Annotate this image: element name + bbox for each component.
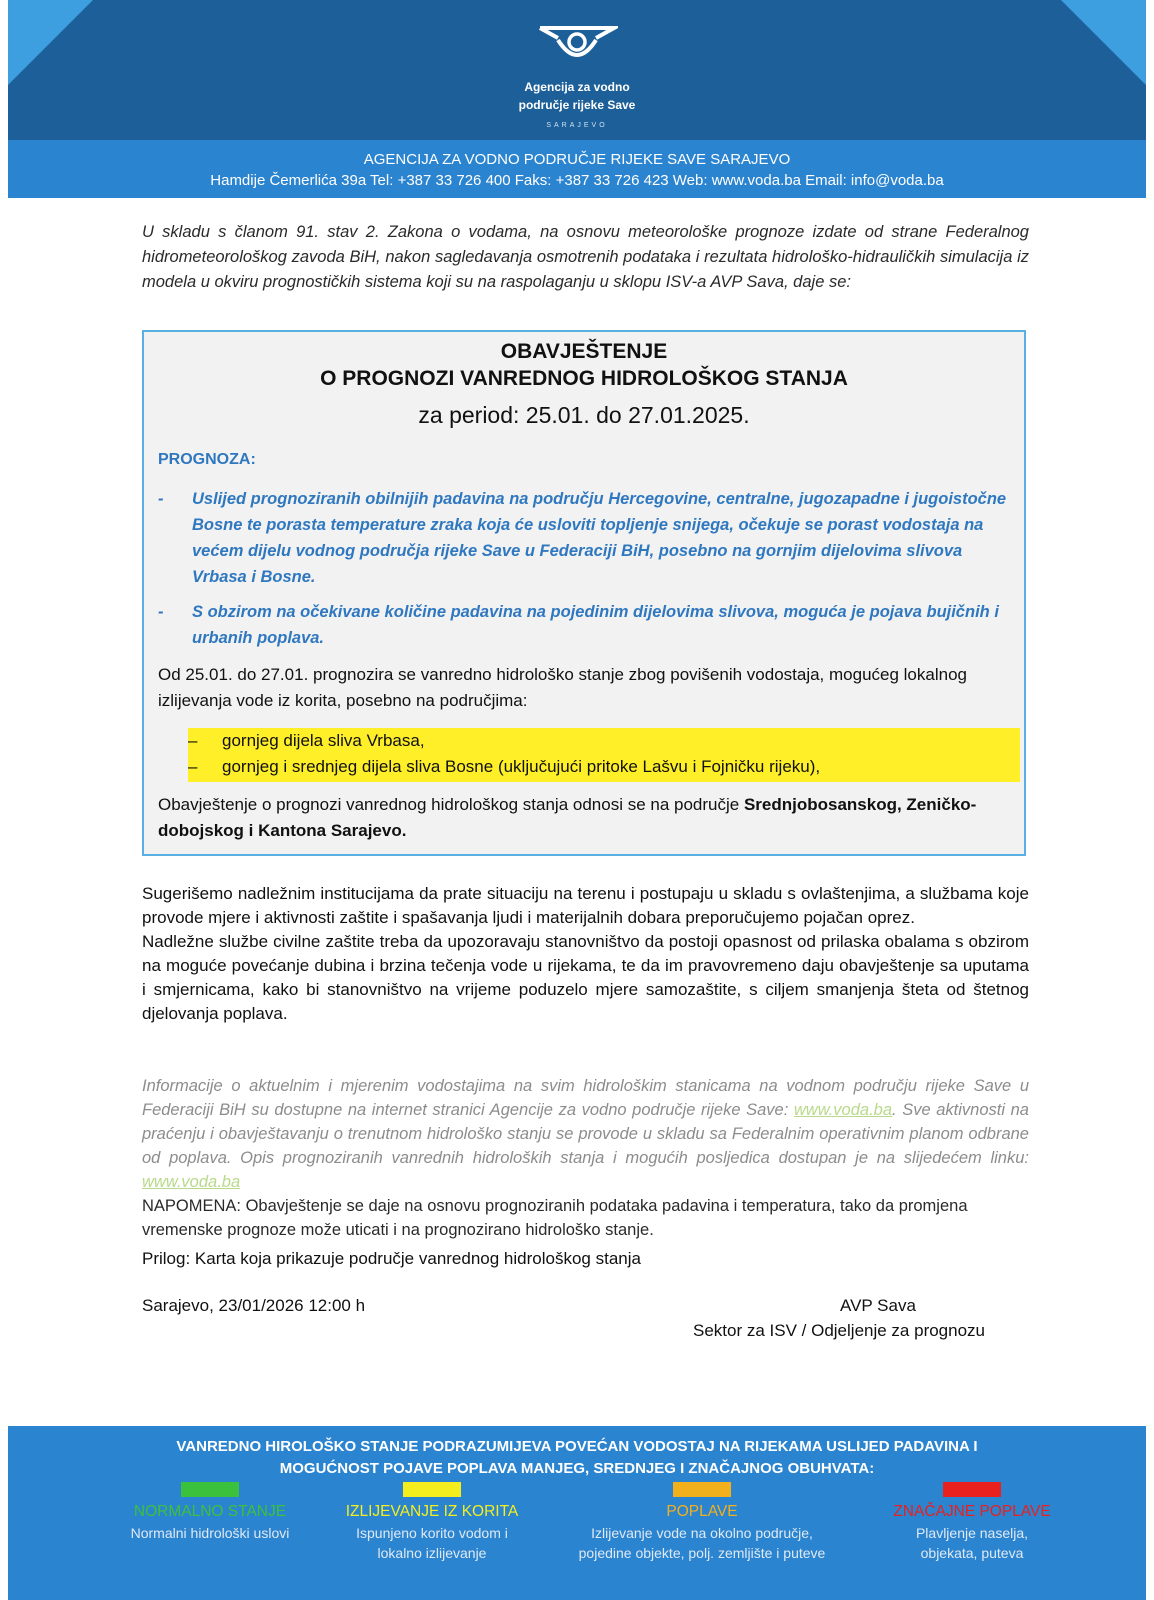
area-text: gornjeg dijela sliva Vrbasa, (222, 731, 425, 750)
forecast-label: PROGNOZA: (158, 451, 256, 468)
header-decoration-right (1061, 0, 1146, 85)
area-dash: – (188, 757, 198, 776)
notice-scope (158, 792, 1018, 844)
voda-link[interactable]: www.voda.ba (142, 1173, 241, 1191)
info-text: Informacije o aktuelnim i mjerenim vodostajima na svim hidrološkim stanicama na vodnom području rijeke Save u Federaciji BiH su dostupne na internet stranici Agencije za vodno područje rijeke Save: (142, 1077, 1029, 1119)
legend-swatch (181, 1482, 239, 1497)
agency-logo-icon (536, 20, 618, 66)
info-text: . Sve aktivnosti na praćenju i obavještavanju o trenutnom hidrološko stanju se provode u skladu sa Federalnim operativnim planom odbrane od poplava. Opis prognoziranih vanrednih hidroloških stanja i mogućih posljedica dostupan je na slijedećem linku: (142, 1101, 1029, 1167)
signature-department: Sektor za ISV / Odjeljenje za prognozu (693, 1321, 985, 1340)
legend-item-overflow (322, 1482, 542, 1563)
header-banner (8, 0, 1146, 140)
forecast-bullet (158, 599, 1012, 651)
legend-item-desc: pojedine objekte, polj. zemljište i puteve (578, 1545, 826, 1561)
recommendations (142, 882, 1029, 1026)
legend-item-name: POPLAVE (666, 1503, 738, 1520)
legend-item-name: ZNAČAJNE POPLAVE (893, 1503, 1051, 1520)
area-item (188, 754, 821, 780)
agency-logo-name (8, 78, 1146, 114)
logo-city: SARAJEVO (546, 122, 608, 129)
legend-item-desc: Plavljenje naselja, (915, 1525, 1029, 1541)
notice-title-line1: OBAVJEŠTENJE (500, 340, 668, 363)
legend-title-line1: VANREDNO HIROLOŠKO STANJE PODRAZUMIJEVA POVEĆAN VODOSTAJ NA RIJEKAMA USLIJED PADAVINA I (176, 1438, 978, 1455)
legend-item-desc: objekata, puteva (920, 1545, 1024, 1561)
forecast-bullet-text: S obzirom na očekivane količine padavina na pojedinim dijelovima slivova, moguća je pojava bujičnih i urbanih poplava. (192, 603, 999, 647)
forecast-bullet (158, 486, 1012, 590)
legend-item-major-floods (862, 1482, 1082, 1563)
legend-title-line2: MOGUĆNOST POJAVE POPLAVA MANJEG, SREDNJEG I ZNAČAJNOG OBUHVATA: (279, 1460, 875, 1477)
legend-title (8, 1436, 1146, 1480)
legend-swatch (943, 1482, 1001, 1497)
legend-item-name: NORMALNO STANJE (133, 1503, 287, 1520)
forecast-bullet-text: Uslijed prognoziranih obilnijih padavina na području Hercegovine, centralne, jugozapadne i jugoistočne Bosne te porasta temperature zraka koja će usloviti topljenje snijega, očekuje se porast vodostaja na većem dijelu vodnog područja rijeke Save u Federaciji BiH, posebno na gornjim dijelovima slivova Vrbasa i Bosne. (192, 490, 1007, 586)
info-paragraph (142, 1074, 1029, 1194)
scope-text: Obavještenje o prognozi vanrednog hidrološkog stanja odnosi se na područje (158, 795, 744, 814)
notice-paragraph: Od 25.01. do 27.01. prognozira se vanredno hidrološko stanje zbog povišenih vodostaja, mogućeg lokalnog izlijevanja vode iz korita, posebno na područjima: (158, 665, 967, 710)
bullet-dash: - (158, 603, 164, 621)
legend-item-desc: Izlijevanje vode na okolno područje, (591, 1525, 813, 1541)
legend-swatch (673, 1482, 731, 1497)
notice-title-line2: O PROGNOZI VANREDNOG HIDROLOŠKOG STANJA (320, 367, 848, 390)
notice-box (142, 330, 1026, 856)
civil-protection-paragraph: Nadležne službe civilne zaštite treba da upozoravaju stanovništvo da postoji opasnost od prilaska obalama s obzirom na moguće povećanje dubina i brzina tečenja vode u rijekama, te da im pravovremeno daju obavještenje sa uputama i smjernicama, kako bi stanovništvo na vrijeme poduzelo mjere samozaštite, s ciljem smanjenja šteta od štetnog djelovanja poplava. (142, 932, 1029, 1023)
legend-footer (8, 1426, 1146, 1600)
recommendation-paragraph: Sugerišemo nadležnim institucijama da prate situaciju na terenu i postupaju u skladu s ovlaštenjima, a službama koje provode mjere i aktivnosti zaštite i spašavanja ljudi i materijalnih dobara preporučujemo pojačan oprez. (142, 884, 1029, 927)
legend-item-name: IZLIJEVANJE IZ KORITA (345, 1503, 519, 1520)
legend-item-normal (100, 1482, 320, 1543)
document-page (8, 0, 1146, 1600)
scope-regions: Srednjobosanskog, Zeničko-dobojskog i Kantona Sarajevo. (158, 795, 977, 840)
attachment-line: Prilog: Karta koja prikazuje područje vanrednog hidrološkog stanja (142, 1249, 641, 1268)
agency-contact: Hamdije Čemerlića 39a Tel: +387 33 726 400 Faks: +387 33 726 423 Web: www.voda.ba Email: info@voda.ba (210, 172, 944, 189)
bullet-dash: - (158, 490, 164, 508)
legend-item-desc: lokalno izlijevanje (377, 1545, 487, 1561)
area-dash: – (188, 731, 198, 750)
area-text: gornjeg i srednjeg dijela sliva Bosne (uključujući pritoke Lašvu i Fojničku rijeku), (222, 757, 821, 776)
area-item (188, 728, 425, 754)
logo-name-line1: Agencija za vodno (524, 80, 630, 94)
voda-link[interactable]: www.voda.ba (793, 1101, 893, 1119)
header-decoration-left (8, 0, 93, 85)
logo-name-line2: područje rijeke Save (518, 98, 636, 112)
legend-swatch (403, 1482, 461, 1497)
notice-title (144, 338, 1024, 392)
note-paragraph: NAPOMENA: Obavještenje se daje na osnovu prognoziranih podataka padavina i temperatura, tako da promjena vremenske prognoze može uticati i na prognozirano hidrološko stanje. (142, 1197, 968, 1239)
legend-item-desc: Normalni hidrološki uslovi (130, 1525, 290, 1541)
legend-item-floods (542, 1482, 862, 1563)
place-date: Sarajevo, 23/01/2026 12:00 h (142, 1296, 366, 1315)
legend-item-desc: Ispunjeno korito vodom i (356, 1525, 508, 1541)
intro-paragraph: U skladu s članom 91. stav 2. Zakona o vodama, na osnovu meteorološke prognoze izdate od strane Federalnog hidrometeorološkog zavoda BiH, nakon sagledavanja osmotrenih podataka i rezultata hidrološko-hidrauličkih simulacija iz modela u okviru prognostičkih sistema koji su na raspolaganju u sklopu ISV-a AVP Sava, daje se: (142, 223, 1029, 291)
header-contact-band (8, 140, 1146, 198)
notice-period: za period: 25.01. do 27.01.2025. (418, 402, 750, 428)
signature-org: AVP Sava (840, 1296, 916, 1315)
agency-title: AGENCIJA ZA VODNO PODRUČJE RIJEKE SAVE SARAJEVO (363, 151, 791, 168)
